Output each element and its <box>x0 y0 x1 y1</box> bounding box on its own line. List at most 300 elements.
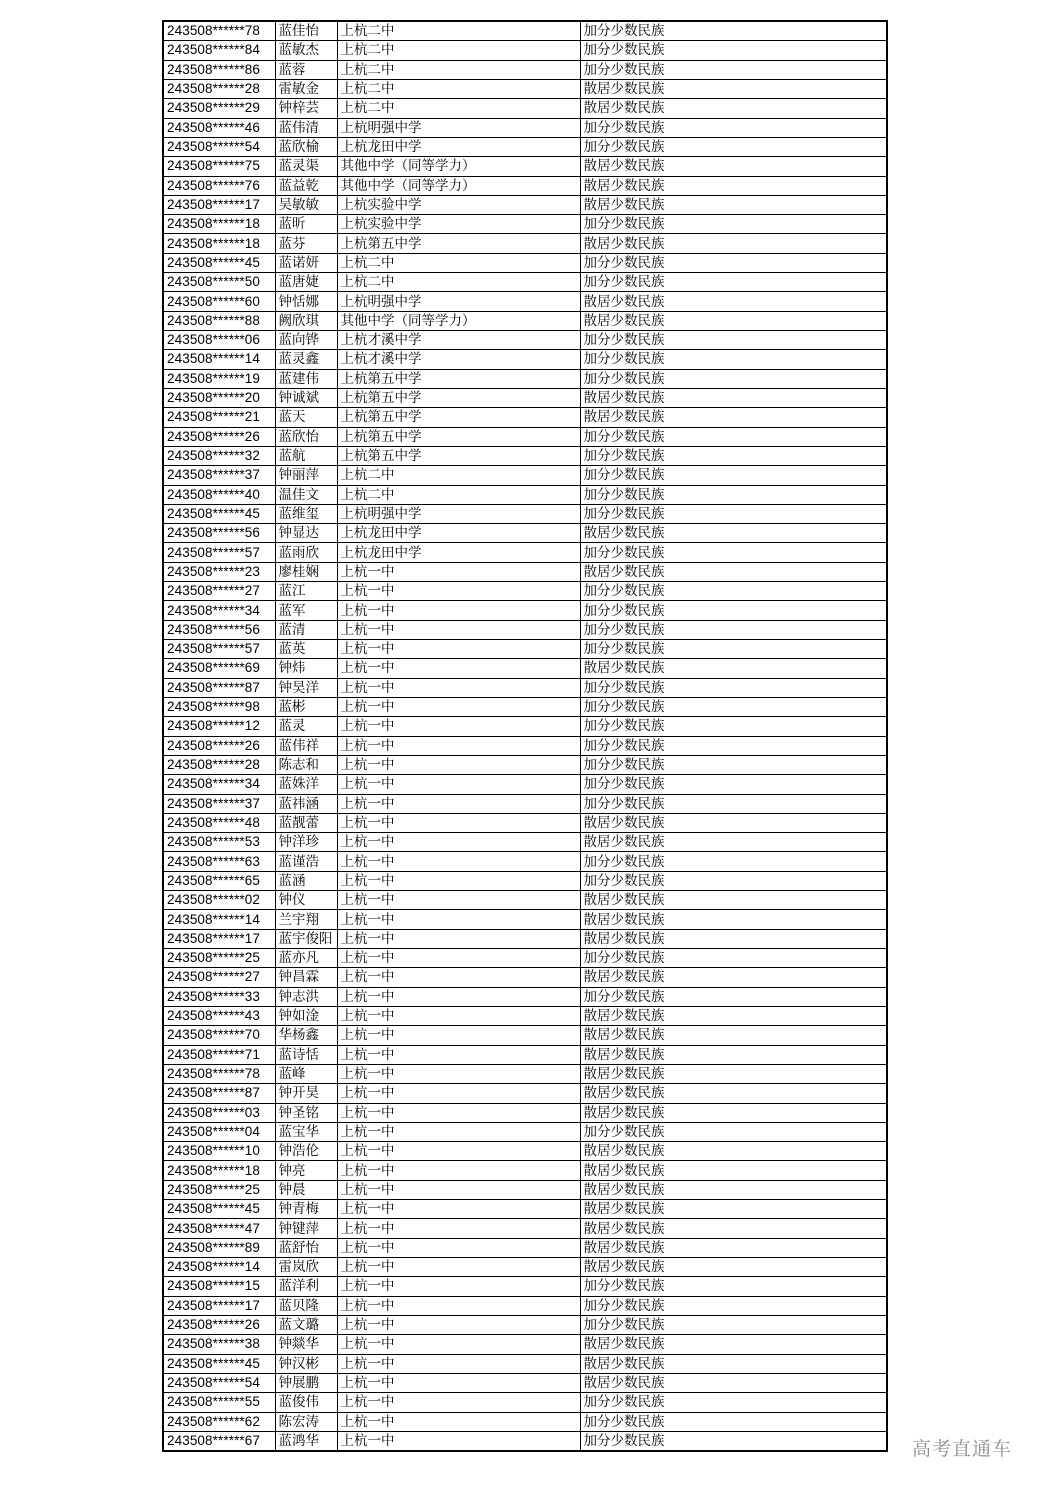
name-cell: 蓝建伟 <box>275 369 337 388</box>
name-cell: 钟昌霖 <box>275 968 337 987</box>
exam-id-cell: 243508******17 <box>163 1296 275 1315</box>
table-row <box>163 717 887 736</box>
school-cell: 上杭一中 <box>337 949 580 968</box>
school-cell: 上杭龙田中学 <box>337 543 580 562</box>
school-cell: 上杭一中 <box>337 620 580 639</box>
exam-id-cell: 243508******62 <box>163 1412 275 1431</box>
name-cell: 雷岚欣 <box>275 1258 337 1277</box>
table-row <box>163 253 887 272</box>
school-cell: 上杭明强中学 <box>337 292 580 311</box>
exam-id-cell: 243508******88 <box>163 311 275 330</box>
exam-id-cell: 243508******45 <box>163 1200 275 1219</box>
name-cell: 钟燚华 <box>275 1335 337 1354</box>
school-cell: 上杭一中 <box>337 1219 580 1238</box>
table-row <box>163 1412 887 1431</box>
table-row <box>163 987 887 1006</box>
name-cell: 钟浩伦 <box>275 1142 337 1161</box>
table-row <box>163 852 887 871</box>
category-cell: 加分少数民族 <box>580 736 887 755</box>
school-cell: 上杭第五中学 <box>337 388 580 407</box>
category-cell: 散居少数民族 <box>580 562 887 581</box>
category-cell: 散居少数民族 <box>580 388 887 407</box>
school-cell: 上杭一中 <box>337 1045 580 1064</box>
table-row <box>163 524 887 543</box>
exam-id-cell: 243508******03 <box>163 1103 275 1122</box>
table-row <box>163 640 887 659</box>
category-cell: 散居少数民族 <box>580 1238 887 1257</box>
name-cell: 钟洋珍 <box>275 833 337 852</box>
school-cell: 上杭一中 <box>337 1142 580 1161</box>
exam-id-cell: 243508******45 <box>163 504 275 523</box>
exam-id-cell: 243508******14 <box>163 350 275 369</box>
table-row <box>163 891 887 910</box>
school-cell: 上杭一中 <box>337 1277 580 1296</box>
category-cell: 加分少数民族 <box>580 543 887 562</box>
exam-id-cell: 243508******98 <box>163 697 275 716</box>
exam-id-cell: 243508******37 <box>163 466 275 485</box>
name-cell: 钟炜 <box>275 659 337 678</box>
exam-id-cell: 243508******28 <box>163 79 275 98</box>
name-cell: 蓝洋利 <box>275 1277 337 1296</box>
exam-id-cell: 243508******86 <box>163 60 275 79</box>
table-row <box>163 1258 887 1277</box>
table-row <box>163 195 887 214</box>
exam-id-cell: 243508******18 <box>163 215 275 234</box>
category-cell: 加分少数民族 <box>580 949 887 968</box>
name-cell: 蓝俊伟 <box>275 1393 337 1412</box>
name-cell: 蓝舒怡 <box>275 1238 337 1257</box>
name-cell: 华杨鑫 <box>275 1026 337 1045</box>
exam-id-cell: 243508******27 <box>163 582 275 601</box>
exam-id-cell: 243508******65 <box>163 871 275 890</box>
exam-id-cell: 243508******71 <box>163 1045 275 1064</box>
category-cell: 散居少数民族 <box>580 1219 887 1238</box>
category-cell: 散居少数民族 <box>580 1335 887 1354</box>
exam-id-cell: 243508******38 <box>163 1335 275 1354</box>
name-cell: 钟展鹏 <box>275 1373 337 1392</box>
school-cell: 上杭一中 <box>337 794 580 813</box>
school-cell: 上杭二中 <box>337 485 580 504</box>
school-cell: 上杭一中 <box>337 968 580 987</box>
table-row <box>163 369 887 388</box>
school-cell: 上杭才溪中学 <box>337 350 580 369</box>
table-row <box>163 1161 887 1180</box>
table-row <box>163 1103 887 1122</box>
exam-id-cell: 243508******25 <box>163 1180 275 1199</box>
school-cell: 上杭一中 <box>337 929 580 948</box>
table-row <box>163 1373 887 1392</box>
name-cell: 蓝彬 <box>275 697 337 716</box>
table-row <box>163 1084 887 1103</box>
exam-id-cell: 243508******10 <box>163 1142 275 1161</box>
school-cell: 上杭第五中学 <box>337 427 580 446</box>
table-row <box>163 949 887 968</box>
category-cell: 加分少数民族 <box>580 1412 887 1431</box>
table-row <box>163 601 887 620</box>
category-cell: 加分少数民族 <box>580 717 887 736</box>
table-row <box>163 60 887 79</box>
school-cell: 上杭一中 <box>337 562 580 581</box>
name-cell: 蓝靓蕾 <box>275 813 337 832</box>
table-row <box>163 1026 887 1045</box>
name-cell: 钟恬娜 <box>275 292 337 311</box>
table-row <box>163 1238 887 1257</box>
category-cell: 散居少数民族 <box>580 292 887 311</box>
school-cell: 上杭二中 <box>337 99 580 118</box>
school-cell: 上杭第五中学 <box>337 408 580 427</box>
school-cell: 上杭一中 <box>337 601 580 620</box>
school-cell: 上杭一中 <box>337 1084 580 1103</box>
exam-id-cell: 243508******78 <box>163 1064 275 1083</box>
category-cell: 加分少数民族 <box>580 601 887 620</box>
table-row <box>163 21 887 41</box>
category-cell: 加分少数民族 <box>580 697 887 716</box>
category-cell: 散居少数民族 <box>580 968 887 987</box>
exam-id-cell: 243508******15 <box>163 1277 275 1296</box>
exam-id-cell: 243508******47 <box>163 1219 275 1238</box>
exam-id-cell: 243508******40 <box>163 485 275 504</box>
category-cell: 加分少数民族 <box>580 466 887 485</box>
exam-id-cell: 243508******14 <box>163 1258 275 1277</box>
table-row <box>163 215 887 234</box>
school-cell: 其他中学（同等学力） <box>337 176 580 195</box>
category-cell: 加分少数民族 <box>580 446 887 465</box>
name-cell: 蓝蓉 <box>275 60 337 79</box>
exam-id-cell: 243508******26 <box>163 427 275 446</box>
name-cell: 蓝军 <box>275 601 337 620</box>
exam-id-cell: 243508******28 <box>163 755 275 774</box>
exam-id-cell: 243508******56 <box>163 524 275 543</box>
exam-id-cell: 243508******89 <box>163 1238 275 1257</box>
exam-id-cell: 243508******60 <box>163 292 275 311</box>
table-row <box>163 1354 887 1373</box>
table-row <box>163 1006 887 1025</box>
category-cell: 散居少数民族 <box>580 1142 887 1161</box>
exam-id-cell: 243508******20 <box>163 388 275 407</box>
table-row <box>163 388 887 407</box>
name-cell: 蓝伟祥 <box>275 736 337 755</box>
exam-id-cell: 243508******67 <box>163 1431 275 1451</box>
name-cell: 蓝贝隆 <box>275 1296 337 1315</box>
school-cell: 上杭二中 <box>337 21 580 41</box>
category-cell: 加分少数民族 <box>580 253 887 272</box>
name-cell: 吴敏敏 <box>275 195 337 214</box>
category-cell: 散居少数民族 <box>580 929 887 948</box>
category-cell: 散居少数民族 <box>580 1064 887 1083</box>
exam-id-cell: 243508******70 <box>163 1026 275 1045</box>
exam-id-cell: 243508******14 <box>163 910 275 929</box>
name-cell: 蓝雨欣 <box>275 543 337 562</box>
school-cell: 上杭一中 <box>337 717 580 736</box>
school-cell: 上杭一中 <box>337 910 580 929</box>
school-cell: 上杭明强中学 <box>337 504 580 523</box>
table-row <box>163 427 887 446</box>
school-cell: 上杭一中 <box>337 1064 580 1083</box>
category-cell: 加分少数民族 <box>580 215 887 234</box>
exam-id-cell: 243508******50 <box>163 273 275 292</box>
category-cell: 加分少数民族 <box>580 1277 887 1296</box>
category-cell: 散居少数民族 <box>580 833 887 852</box>
table-row <box>163 1180 887 1199</box>
exam-id-cell: 243508******57 <box>163 543 275 562</box>
category-cell: 散居少数民族 <box>580 1084 887 1103</box>
exam-id-cell: 243508******06 <box>163 331 275 350</box>
exam-id-cell: 243508******84 <box>163 41 275 60</box>
school-cell: 上杭二中 <box>337 253 580 272</box>
category-cell: 加分少数民族 <box>580 794 887 813</box>
name-cell: 蓝佳怡 <box>275 21 337 41</box>
name-cell: 钟诚斌 <box>275 388 337 407</box>
name-cell: 蓝灵渠 <box>275 157 337 176</box>
school-cell: 上杭一中 <box>337 891 580 910</box>
category-cell: 加分少数民族 <box>580 1315 887 1334</box>
exam-id-cell: 243508******75 <box>163 157 275 176</box>
table-row <box>163 234 887 253</box>
table-row <box>163 833 887 852</box>
table-row <box>163 678 887 697</box>
name-cell: 钟青梅 <box>275 1200 337 1219</box>
name-cell: 蓝航 <box>275 446 337 465</box>
name-cell: 钟键萍 <box>275 1219 337 1238</box>
exam-id-cell: 243508******19 <box>163 369 275 388</box>
category-cell: 加分少数民族 <box>580 852 887 871</box>
name-cell: 陈宏涛 <box>275 1412 337 1431</box>
name-cell: 蓝峰 <box>275 1064 337 1083</box>
table-row <box>163 466 887 485</box>
school-cell: 上杭一中 <box>337 1200 580 1219</box>
name-cell: 钟志洪 <box>275 987 337 1006</box>
exam-id-cell: 243508******45 <box>163 253 275 272</box>
exam-id-cell: 243508******17 <box>163 195 275 214</box>
school-cell: 上杭一中 <box>337 871 580 890</box>
table-row <box>163 292 887 311</box>
school-cell: 上杭明强中学 <box>337 118 580 137</box>
category-cell: 散居少数民族 <box>580 234 887 253</box>
school-cell: 上杭一中 <box>337 987 580 1006</box>
name-cell: 蓝宇俊阳 <box>275 929 337 948</box>
category-cell: 散居少数民族 <box>580 157 887 176</box>
category-cell: 散居少数民族 <box>580 99 887 118</box>
name-cell: 蓝灵鑫 <box>275 350 337 369</box>
name-cell: 蓝欣榆 <box>275 137 337 156</box>
school-cell: 上杭一中 <box>337 1161 580 1180</box>
category-cell: 加分少数民族 <box>580 485 887 504</box>
table-row <box>163 1296 887 1315</box>
school-cell: 上杭一中 <box>337 1180 580 1199</box>
category-cell: 散居少数民族 <box>580 1258 887 1277</box>
category-cell: 加分少数民族 <box>580 137 887 156</box>
name-cell: 廖桂娴 <box>275 562 337 581</box>
exam-id-cell: 243508******69 <box>163 659 275 678</box>
student-list-table <box>162 20 888 1452</box>
table-row <box>163 562 887 581</box>
category-cell: 散居少数民族 <box>580 891 887 910</box>
name-cell: 蓝维玺 <box>275 504 337 523</box>
school-cell: 上杭一中 <box>337 1373 580 1392</box>
school-cell: 上杭一中 <box>337 755 580 774</box>
school-cell: 上杭龙田中学 <box>337 137 580 156</box>
category-cell: 加分少数民族 <box>580 582 887 601</box>
category-cell: 散居少数民族 <box>580 1373 887 1392</box>
name-cell: 蓝益乾 <box>275 176 337 195</box>
table-row <box>163 543 887 562</box>
category-cell: 散居少数民族 <box>580 1026 887 1045</box>
name-cell: 钟梓芸 <box>275 99 337 118</box>
table-row <box>163 1045 887 1064</box>
table-row <box>163 968 887 987</box>
table-row <box>163 620 887 639</box>
table-row <box>163 1142 887 1161</box>
category-cell: 加分少数民族 <box>580 21 887 41</box>
watermark: 高考直通车 <box>912 1438 1013 1460</box>
category-cell: 加分少数民族 <box>580 118 887 137</box>
category-cell: 加分少数民族 <box>580 987 887 1006</box>
table-row <box>163 794 887 813</box>
table-row <box>163 659 887 678</box>
category-cell: 散居少数民族 <box>580 1200 887 1219</box>
category-cell: 散居少数民族 <box>580 910 887 929</box>
table-row <box>163 41 887 60</box>
exam-id-cell: 243508******25 <box>163 949 275 968</box>
exam-id-cell: 243508******23 <box>163 562 275 581</box>
school-cell: 上杭二中 <box>337 41 580 60</box>
category-cell: 散居少数民族 <box>580 1103 887 1122</box>
exam-id-cell: 243508******54 <box>163 137 275 156</box>
exam-id-cell: 243508******53 <box>163 833 275 852</box>
name-cell: 蓝欣怡 <box>275 427 337 446</box>
name-cell: 阙欣琪 <box>275 311 337 330</box>
table-row <box>163 755 887 774</box>
exam-id-cell: 243508******48 <box>163 813 275 832</box>
name-cell: 兰宇翔 <box>275 910 337 929</box>
exam-id-cell: 243508******76 <box>163 176 275 195</box>
table-row <box>163 910 887 929</box>
exam-id-cell: 243508******33 <box>163 987 275 1006</box>
table-row <box>163 697 887 716</box>
name-cell: 蓝向铧 <box>275 331 337 350</box>
table-row <box>163 99 887 118</box>
table-row <box>163 813 887 832</box>
school-cell: 上杭一中 <box>337 852 580 871</box>
category-cell: 加分少数民族 <box>580 755 887 774</box>
name-cell: 蓝敏杰 <box>275 41 337 60</box>
exam-id-cell: 243508******34 <box>163 601 275 620</box>
table-row <box>163 871 887 890</box>
exam-id-cell: 243508******12 <box>163 717 275 736</box>
table-row <box>163 118 887 137</box>
category-cell: 散居少数民族 <box>580 79 887 98</box>
name-cell: 蓝昕 <box>275 215 337 234</box>
table-row <box>163 504 887 523</box>
exam-id-cell: 243508******18 <box>163 234 275 253</box>
school-cell: 上杭一中 <box>337 1122 580 1141</box>
school-cell: 上杭一中 <box>337 1412 580 1431</box>
name-cell: 钟仪 <box>275 891 337 910</box>
table-row <box>163 446 887 465</box>
school-cell: 上杭一中 <box>337 1258 580 1277</box>
category-cell: 散居少数民族 <box>580 176 887 195</box>
name-cell: 钟开昊 <box>275 1084 337 1103</box>
exam-id-cell: 243508******54 <box>163 1373 275 1392</box>
table-row <box>163 1277 887 1296</box>
category-cell: 散居少数民族 <box>580 813 887 832</box>
school-cell: 上杭一中 <box>337 640 580 659</box>
name-cell: 蓝天 <box>275 408 337 427</box>
table-row <box>163 1393 887 1412</box>
table-row <box>163 79 887 98</box>
exam-id-cell: 243508******87 <box>163 1084 275 1103</box>
category-cell: 加分少数民族 <box>580 640 887 659</box>
name-cell: 蓝文璐 <box>275 1315 337 1334</box>
category-cell: 散居少数民族 <box>580 1045 887 1064</box>
name-cell: 蓝江 <box>275 582 337 601</box>
category-cell: 加分少数民族 <box>580 369 887 388</box>
exam-id-cell: 243508******57 <box>163 640 275 659</box>
name-cell: 蓝清 <box>275 620 337 639</box>
school-cell: 上杭一中 <box>337 1393 580 1412</box>
category-cell: 散居少数民族 <box>580 408 887 427</box>
exam-id-cell: 243508******63 <box>163 852 275 871</box>
table-row <box>163 176 887 195</box>
exam-id-cell: 243508******37 <box>163 794 275 813</box>
name-cell: 蓝英 <box>275 640 337 659</box>
table-row <box>163 1122 887 1141</box>
school-cell: 上杭实验中学 <box>337 195 580 214</box>
category-cell: 散居少数民族 <box>580 1161 887 1180</box>
school-cell: 上杭一中 <box>337 833 580 852</box>
school-cell: 上杭一中 <box>337 678 580 697</box>
table-row <box>163 485 887 504</box>
exam-id-cell: 243508******17 <box>163 929 275 948</box>
table-row <box>163 1064 887 1083</box>
school-cell: 上杭才溪中学 <box>337 331 580 350</box>
name-cell: 钟显达 <box>275 524 337 543</box>
school-cell: 上杭一中 <box>337 1431 580 1451</box>
category-cell: 加分少数民族 <box>580 1296 887 1315</box>
name-cell: 蓝姝洋 <box>275 775 337 794</box>
category-cell: 加分少数民族 <box>580 350 887 369</box>
category-cell: 加分少数民族 <box>580 620 887 639</box>
exam-id-cell: 243508******26 <box>163 736 275 755</box>
exam-id-cell: 243508******43 <box>163 1006 275 1025</box>
table-row <box>163 1431 887 1451</box>
name-cell: 钟如淦 <box>275 1006 337 1025</box>
exam-id-cell: 243508******27 <box>163 968 275 987</box>
school-cell: 上杭一中 <box>337 775 580 794</box>
name-cell: 蓝涵 <box>275 871 337 890</box>
exam-id-cell: 243508******04 <box>163 1122 275 1141</box>
table-row <box>163 1315 887 1334</box>
name-cell: 蓝祎涵 <box>275 794 337 813</box>
name-cell: 蓝唐婕 <box>275 273 337 292</box>
name-cell: 钟昊洋 <box>275 678 337 697</box>
name-cell: 蓝灵 <box>275 717 337 736</box>
exam-id-cell: 243508******34 <box>163 775 275 794</box>
table-row <box>163 311 887 330</box>
school-cell: 上杭一中 <box>337 697 580 716</box>
table-row <box>163 273 887 292</box>
exam-id-cell: 243508******87 <box>163 678 275 697</box>
category-cell: 散居少数民族 <box>580 659 887 678</box>
category-cell: 加分少数民族 <box>580 427 887 446</box>
name-cell: 钟丽萍 <box>275 466 337 485</box>
name-cell: 蓝伟清 <box>275 118 337 137</box>
school-cell: 上杭一中 <box>337 1006 580 1025</box>
exam-id-cell: 243508******21 <box>163 408 275 427</box>
table-row <box>163 736 887 755</box>
category-cell: 加分少数民族 <box>580 1393 887 1412</box>
exam-id-cell: 243508******29 <box>163 99 275 118</box>
